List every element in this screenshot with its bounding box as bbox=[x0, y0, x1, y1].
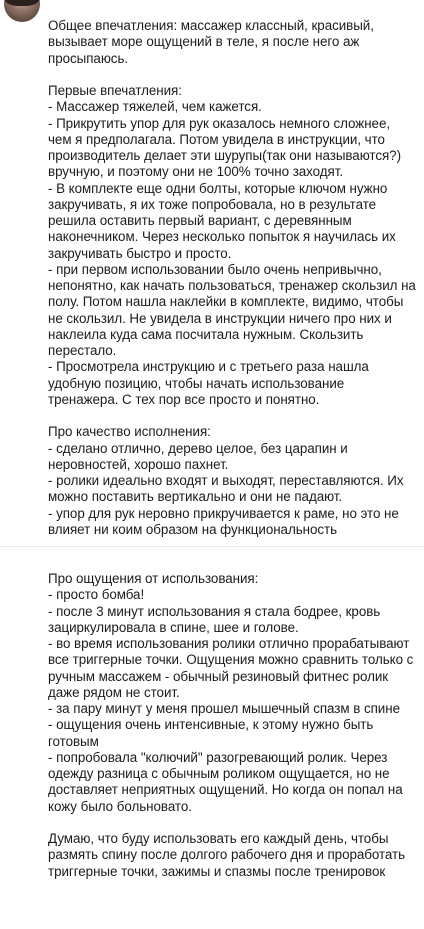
review-first-impressions: Первые впечатления: - Массажер тяжелей, чем кажется. - Прикрутить упор для рук оказалось немного сложнее, чем я предполагала. Потом увидела в инструкции, что производитель делает эти шурупы(так они называются?) вручную, и поэтому они не 100% точно заходят. - В комплекте еще одни болты, которые ключом нужно закручивать, я их тоже попробовала, но в результате решила оставить первый вариант, с деревянным наконечником. Через несколько попыток я научилась их закручивать быстро и просто. - при первом использовании было очень непривычно, непонятно, как начать пользоваться, тренажер скользил на полу. Потом нашла наклейки в комплекте, видимо, чтобы не скользил. Не увидела в инструкции ничего про них и наклеила куда сама посчитала нужным. Скользить перестало. - Просмотрела инструкцию и с третьего раза нашла удобную позицию, чтобы начать использование тренажера. С тех пор все просто и понятно. bbox=[48, 83, 416, 407]
avatar[interactable] bbox=[4, 0, 40, 22]
review-conclusion: Думаю, что буду использовать его каждый день, чтобы размять спину после долгого рабочего дня и проработать триггерные точки, зажимы и спазмы после тренировок bbox=[48, 831, 406, 879]
review-intro: Общее впечатления: массажер классный, красивый, вызывает море ощущений в теле, я после него аж просыпаюсь. bbox=[48, 18, 374, 66]
screenshot-divider bbox=[0, 546, 424, 547]
avatar-hair bbox=[4, 0, 40, 6]
paragraph-gap bbox=[48, 815, 416, 831]
paragraph-gap bbox=[48, 67, 416, 83]
review-quality: Про качество исполнения: - сделано отлично, дерево целое, без царапин и неровностей, хорошо пахнет. - ролики идеально входят и выходят, переставляются. Их можно поставить вертикально и они не падают. - упор для рук неровно прикручивается к раме, но это не влияет ни коим образом на функциональность bbox=[48, 424, 404, 537]
review-text-part-1 bbox=[48, 18, 416, 548]
review-text-part-2 bbox=[48, 571, 416, 880]
review-sensations: Про ощущения от использования: - просто бомба! - после 3 минут использования я стала бодрее, кровь зациркулировала в спине, шее и голове. - во время использования ролики отлично прорабатывают все триггерные точки. Ощущения можно сравнить только с ручным массажем - обычный резиновый фитнес ролик даже рядом не стоит. - за пару минут у меня прошел мышечный спазм в спине - ощущения очень интенсивные, к этому нужно быть готовым - попробовала "колючий" разогревающий ролик. Через одежду разница с обычным роликом ощущается, но не доставляет неприятных ощущений. Но когда он попал на кожу было больновато. bbox=[48, 571, 414, 814]
paragraph-gap bbox=[48, 408, 416, 424]
